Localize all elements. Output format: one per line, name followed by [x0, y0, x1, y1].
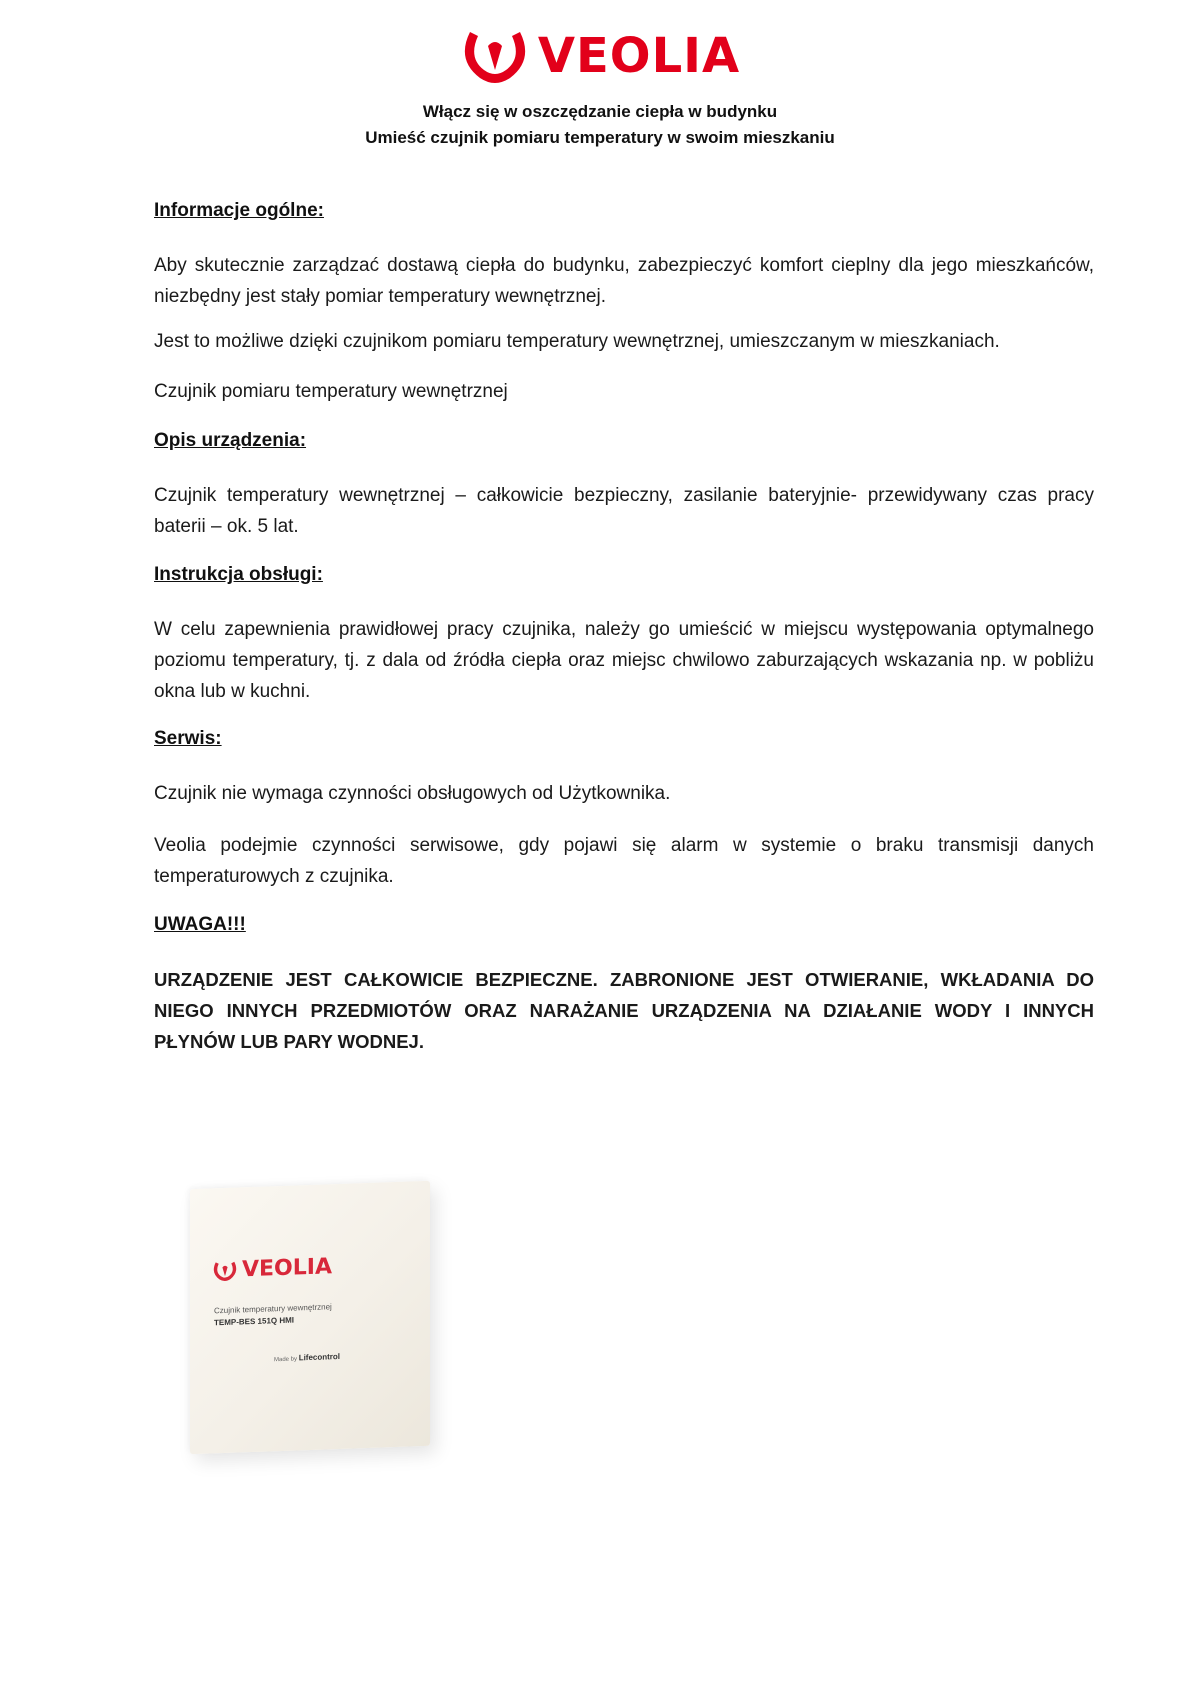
device-made-prefix: Made by: [274, 1356, 298, 1364]
heading-instructions: Instrukcja obsługi:: [154, 564, 323, 585]
paragraph-general-3: Czujnik pomiaru temperatury wewnętrznej: [154, 381, 508, 402]
paragraph-device-description: Czujnik temperatury wewnętrznej – całkowicie bezpieczny, zasilanie bateryjnie- przewidywany czas pracy baterii – ok. 5 lat.: [154, 485, 1094, 537]
paragraph-service-2: Veolia podejmie czynności serwisowe, gdy pojawi się alarm w systemie o braku transmisji danych temperaturowych z czujnika.: [154, 835, 1094, 887]
veolia-logo-icon: [460, 24, 530, 88]
subtitle-line-2: Umieść czujnik pomiaru temperatury w swoim mieszkaniu: [365, 128, 835, 147]
paragraph-general-2: Jest to możliwe dzięki czujnikom pomiaru temperatury wewnętrznej, umieszczanym w mieszkaniach.: [154, 331, 1000, 352]
paragraph-general-1: Aby skutecznie zarządzać dostawą ciepła do budynku, zabezpieczyć komfort cieplny dla jego mieszkańców, niezbędny jest stały pomiar temperatury wewnętrznej.: [154, 255, 1094, 307]
device-made-brand: Lifecontrol: [298, 1351, 341, 1363]
heading-device-description: Opis urządzenia:: [154, 430, 307, 451]
heading-general: Informacje ogólne:: [154, 200, 324, 221]
veolia-logo-icon: [212, 1258, 238, 1283]
paragraph-instructions: W celu zapewnienia prawidłowej pracy czujnika, należy go umieścić w miejscu występowania optymalnego poziomu temperatury, tj. z dala od źródła ciepła oraz miejsc chwilowo zaburzających wskazania np. w pobliżu okna lub w kuchni.: [154, 619, 1094, 702]
device-made-by: [274, 1352, 340, 1363]
subtitle-line-1: Włącz się w oszczędzanie ciepła w budynku: [422, 102, 778, 121]
sensor-device-photo: [190, 1181, 430, 1454]
device-model: TEMP-BES 151Q HMI: [214, 1315, 295, 1328]
heading-service: Serwis:: [154, 728, 222, 749]
warning-text: URZĄDZENIE JEST CAŁKOWICIE BEZPIECZNE. ZABRONIONE JEST OTWIERANIE, WKŁADANIA DO NIEGO INNYCH PRZEDMIOTÓW ORAZ NARAŻANIE URZĄDZENIA NA DZIAŁANIE WODY I INNYCH PŁYNÓW LUB PARY WODNEJ.: [154, 969, 1094, 1052]
paragraph-service-1: Czujnik nie wymaga czynności obsługowych od Użytkownika.: [154, 783, 671, 804]
logo-brand-text: VEOLIA: [537, 28, 741, 84]
device-logo: [212, 1254, 332, 1283]
heading-warning: UWAGA!!!: [154, 914, 246, 935]
veolia-logo: [0, 24, 1200, 88]
device-brand: VEOLIA: [242, 1254, 332, 1283]
device-label-line-1: Czujnik temperatury wewnętrznej: [214, 1302, 332, 1316]
